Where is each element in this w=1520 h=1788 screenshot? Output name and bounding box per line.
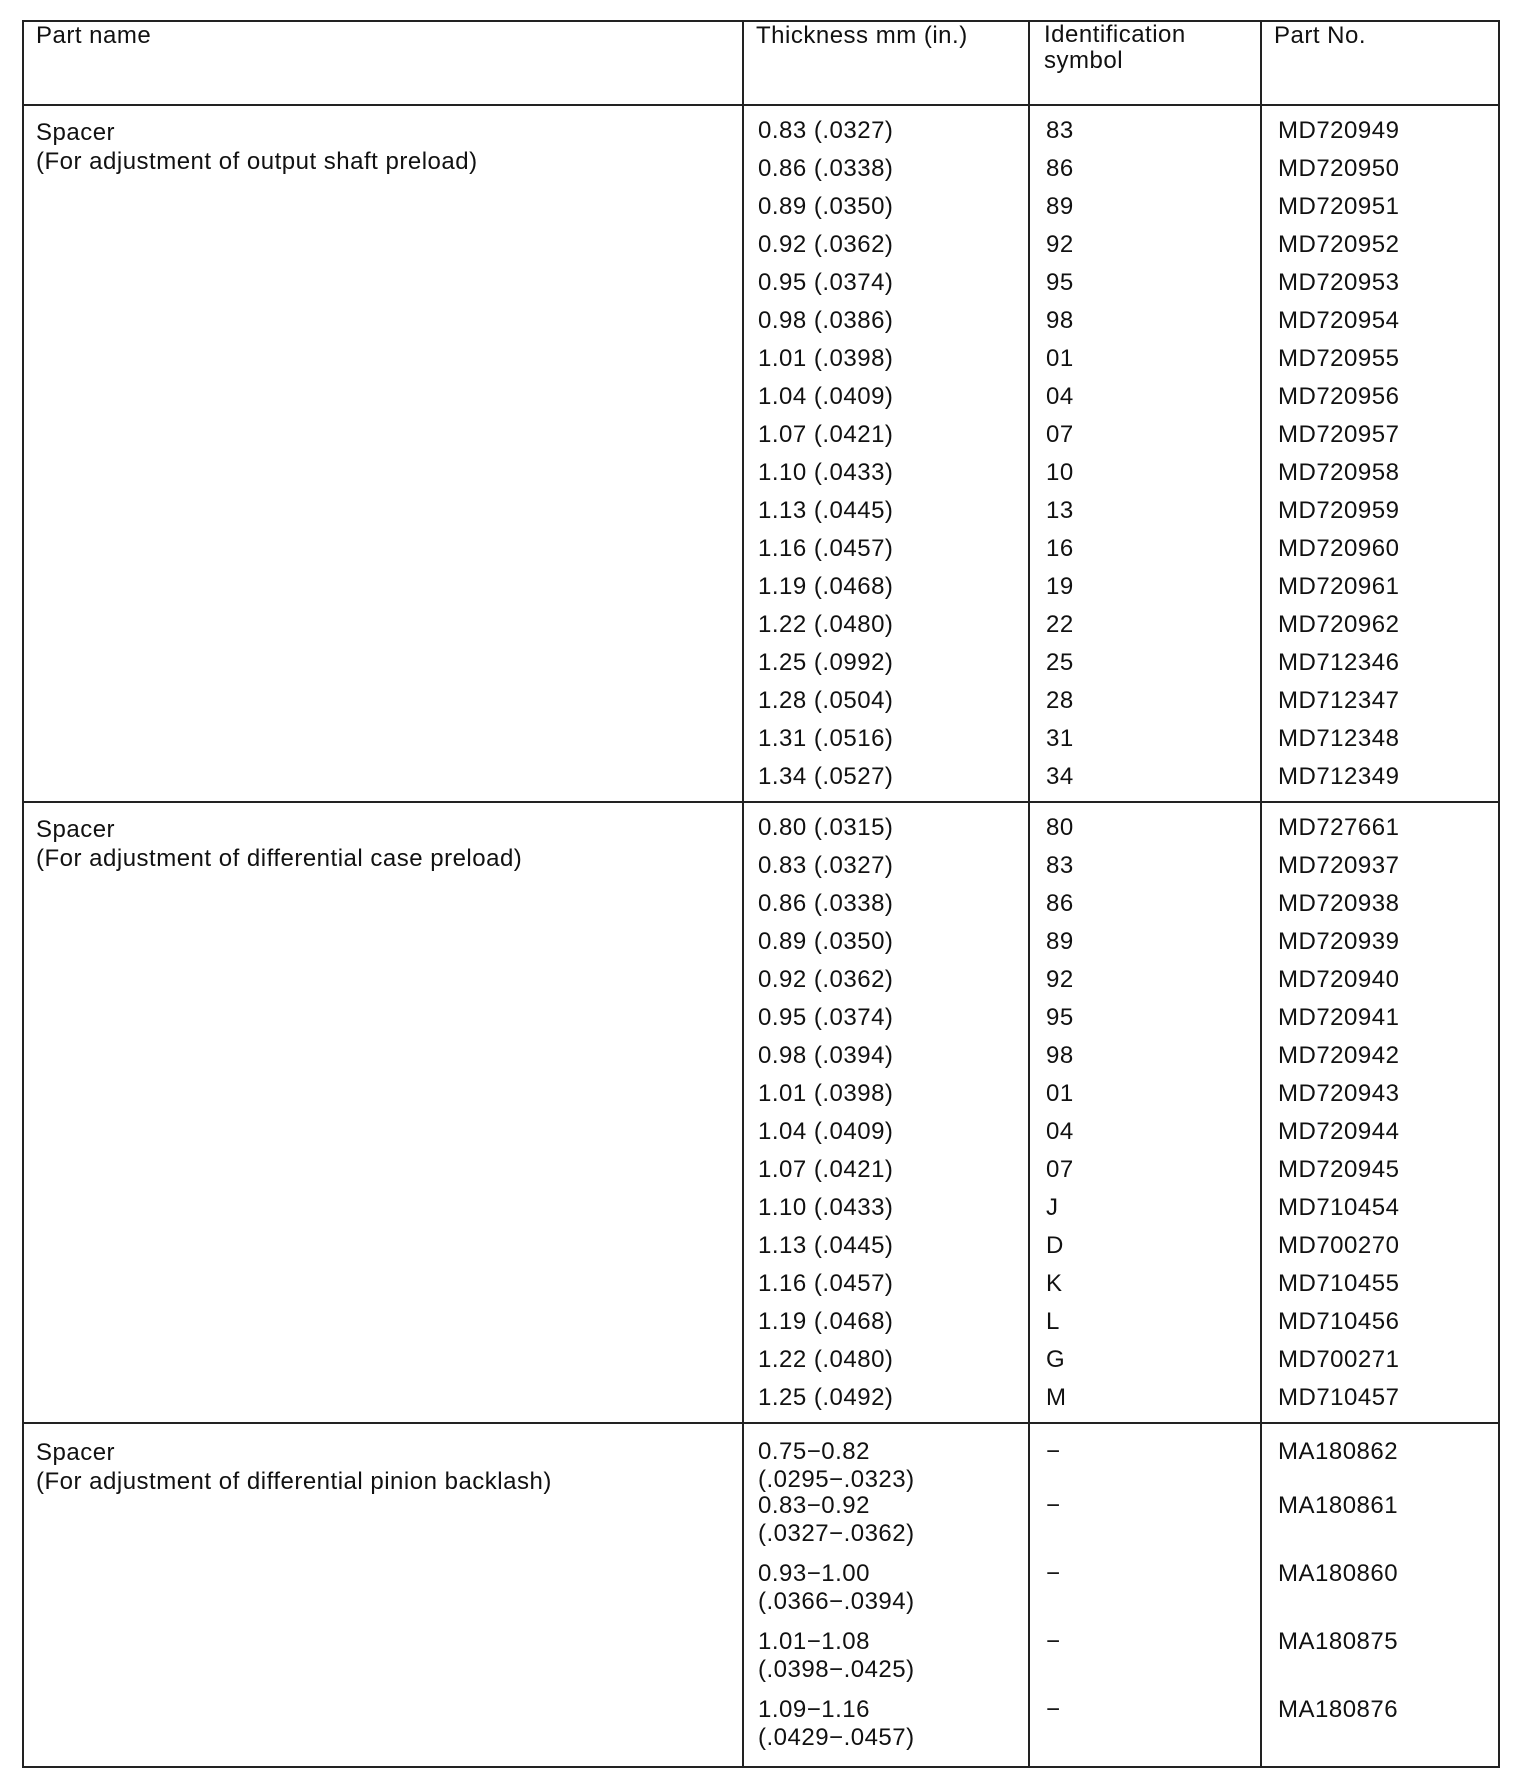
thickness-value: 1.13 (.0445)	[758, 497, 894, 524]
part-number: MD720952	[1278, 231, 1400, 258]
part-number: MD720951	[1278, 193, 1400, 220]
identification-symbol: 89	[1046, 193, 1074, 220]
part-number: MD700271	[1278, 1346, 1400, 1374]
thickness-value: 1.34 (.0527)	[758, 763, 894, 790]
thickness-value: 1.19 (.0468)	[758, 1308, 894, 1336]
part-name-purpose: (For adjustment of differential pinion backlash)	[36, 1467, 552, 1495]
identification-symbol: J	[1046, 1194, 1059, 1222]
thickness-cell	[743, 802, 1029, 1422]
part-number: MA180862	[1278, 1437, 1399, 1465]
part-number: MD720949	[1278, 117, 1400, 144]
identification-symbol: 07	[1046, 1156, 1074, 1184]
thickness-value: 0.86 (.0338)	[758, 155, 894, 182]
thickness-value: 0.89 (.0350)	[758, 928, 894, 956]
header-thickness: Thickness mm (in.)	[743, 22, 1029, 105]
thickness-value: 1.22 (.0480)	[758, 1346, 894, 1374]
thickness-value: 0.83 (.0327)	[758, 117, 894, 144]
part-no-cell	[1261, 1423, 1498, 1767]
table-header-row	[24, 22, 1498, 105]
identification-symbol: 92	[1046, 966, 1074, 994]
part-no-cell	[1261, 105, 1498, 802]
thickness-value: 1.01 (.0398)	[758, 345, 894, 372]
part-number: MD720938	[1278, 890, 1400, 918]
part-number: MD710455	[1278, 1270, 1400, 1298]
thickness-value: 1.16 (.0457)	[758, 1270, 894, 1298]
symbol-cell	[1029, 105, 1261, 802]
thickness-value: 0.89 (.0350)	[758, 193, 894, 220]
header-part-name: Part name	[24, 22, 743, 105]
part-number: MD720960	[1278, 535, 1400, 562]
identification-symbol: 34	[1046, 763, 1074, 790]
identification-symbol: 89	[1046, 928, 1074, 956]
part-name-cell	[24, 802, 743, 1422]
identification-symbol: D	[1046, 1232, 1064, 1260]
part-number: MA180876	[1278, 1695, 1399, 1723]
thickness-range-mm: 0.75−0.82	[758, 1437, 870, 1465]
part-number: MD720944	[1278, 1118, 1400, 1146]
thickness-range-in: (.0366−.0394)	[758, 1587, 915, 1615]
identification-symbol: 04	[1046, 1118, 1074, 1146]
thickness-value: 1.22 (.0480)	[758, 611, 894, 638]
part-number: MD727661	[1278, 814, 1400, 842]
identification-symbol: −	[1046, 1437, 1061, 1465]
part-number: MD720937	[1278, 852, 1400, 880]
part-number: MD720943	[1278, 1080, 1400, 1108]
part-number: MD712347	[1278, 687, 1400, 714]
identification-symbol: 25	[1046, 649, 1074, 676]
thickness-value: 0.98 (.0386)	[758, 307, 894, 334]
identification-symbol: −	[1046, 1559, 1061, 1587]
identification-symbol: 80	[1046, 814, 1074, 842]
identification-symbol: K	[1046, 1270, 1063, 1298]
thickness-value: 0.92 (.0362)	[758, 231, 894, 258]
part-number: MA180875	[1278, 1627, 1399, 1655]
part-number: MD712348	[1278, 725, 1400, 752]
part-number: MD720958	[1278, 459, 1400, 486]
identification-symbol: 31	[1046, 725, 1074, 752]
symbol-cell	[1029, 802, 1261, 1422]
identification-symbol: 95	[1046, 1004, 1074, 1032]
part-number: MD720940	[1278, 966, 1400, 994]
identification-symbol: 98	[1046, 307, 1074, 334]
thickness-value: 1.10 (.0433)	[758, 1194, 894, 1222]
table-row-group-differential-case	[24, 802, 1498, 1422]
identification-symbol: 01	[1046, 345, 1074, 372]
identification-symbol: 95	[1046, 269, 1074, 296]
identification-symbol: L	[1046, 1308, 1060, 1336]
thickness-range-in: (.0429−.0457)	[758, 1723, 915, 1751]
part-name-cell	[24, 1423, 743, 1767]
thickness-range-mm: 1.01−1.08	[758, 1627, 870, 1655]
spacer-table-document	[22, 20, 1500, 1768]
part-name-purpose: (For adjustment of output shaft preload)	[36, 148, 478, 175]
thickness-value: 0.80 (.0315)	[758, 814, 894, 842]
identification-symbol: G	[1046, 1346, 1066, 1374]
part-name-cell	[24, 105, 743, 802]
part-number: MD720954	[1278, 307, 1400, 334]
part-number: MD720941	[1278, 1004, 1400, 1032]
thickness-range-mm: 0.83−0.92	[758, 1491, 870, 1519]
identification-symbol: 92	[1046, 231, 1074, 258]
thickness-value: 1.31 (.0516)	[758, 725, 894, 752]
part-number: MD720942	[1278, 1042, 1400, 1070]
part-number: MD700270	[1278, 1232, 1400, 1260]
table-row-group-pinion-backlash	[24, 1423, 1498, 1767]
thickness-range-in: (.0398−.0425)	[758, 1655, 915, 1683]
identification-symbol: 83	[1046, 852, 1074, 880]
thickness-value: 0.86 (.0338)	[758, 890, 894, 918]
identification-symbol: 98	[1046, 1042, 1074, 1070]
thickness-cell	[743, 105, 1029, 802]
thickness-value: 0.92 (.0362)	[758, 966, 894, 994]
thickness-value: 1.10 (.0433)	[758, 459, 894, 486]
thickness-value: 1.28 (.0504)	[758, 687, 894, 714]
identification-symbol: 10	[1046, 459, 1074, 486]
thickness-range-mm: 0.93−1.00	[758, 1559, 870, 1587]
part-number: MD720957	[1278, 421, 1400, 448]
thickness-value: 1.07 (.0421)	[758, 1156, 894, 1184]
identification-symbol: 28	[1046, 687, 1074, 714]
thickness-value: 1.07 (.0421)	[758, 421, 894, 448]
part-number: MD720945	[1278, 1156, 1400, 1184]
identification-symbol: 83	[1046, 117, 1074, 144]
thickness-cell	[743, 1423, 1029, 1767]
identification-symbol: 22	[1046, 611, 1074, 638]
header-identification-symbol: Identification symbol	[1029, 22, 1261, 105]
part-number: MD720953	[1278, 269, 1400, 296]
part-number: MD712346	[1278, 649, 1400, 676]
part-number: MD710454	[1278, 1194, 1400, 1222]
identification-symbol: 04	[1046, 383, 1074, 410]
thickness-value: 1.04 (.0409)	[758, 383, 894, 410]
part-number: MD710456	[1278, 1308, 1400, 1336]
thickness-value: 1.19 (.0468)	[758, 573, 894, 600]
thickness-range-mm: 1.09−1.16	[758, 1695, 870, 1723]
part-number: MD720939	[1278, 928, 1400, 956]
part-number: MD720956	[1278, 383, 1400, 410]
part-number: MD710457	[1278, 1384, 1400, 1412]
part-name-title: Spacer	[36, 119, 116, 146]
thickness-value: 1.04 (.0409)	[758, 1118, 894, 1146]
part-no-cell	[1261, 802, 1498, 1422]
identification-symbol: M	[1046, 1384, 1067, 1412]
header-part-no: Part No.	[1261, 22, 1498, 105]
thickness-range-in: (.0295−.0323)	[758, 1465, 915, 1493]
identification-symbol: 01	[1046, 1080, 1074, 1108]
identification-symbol: 16	[1046, 535, 1074, 562]
identification-symbol: 07	[1046, 421, 1074, 448]
table-row-group-output-shaft	[24, 105, 1498, 802]
thickness-value: 1.25 (.0992)	[758, 649, 894, 676]
thickness-value: 1.01 (.0398)	[758, 1080, 894, 1108]
part-name-purpose: (For adjustment of differential case preload)	[36, 845, 523, 873]
identification-symbol: 19	[1046, 573, 1074, 600]
symbol-cell	[1029, 1423, 1261, 1767]
part-number: MA180860	[1278, 1559, 1399, 1587]
thickness-value: 1.13 (.0445)	[758, 1232, 894, 1260]
thickness-value: 0.83 (.0327)	[758, 852, 894, 880]
thickness-range-in: (.0327−.0362)	[758, 1519, 915, 1547]
part-number: MD720961	[1278, 573, 1400, 600]
part-number: MA180861	[1278, 1491, 1399, 1519]
thickness-value: 0.95 (.0374)	[758, 269, 894, 296]
part-number: MD720955	[1278, 345, 1400, 372]
thickness-value: 1.25 (.0492)	[758, 1384, 894, 1412]
part-number: MD720959	[1278, 497, 1400, 524]
identification-symbol: 86	[1046, 890, 1074, 918]
identification-symbol: 13	[1046, 497, 1074, 524]
identification-symbol: −	[1046, 1627, 1061, 1655]
identification-symbol: −	[1046, 1695, 1061, 1723]
identification-symbol: 86	[1046, 155, 1074, 182]
thickness-value: 0.95 (.0374)	[758, 1004, 894, 1032]
identification-symbol: −	[1046, 1491, 1061, 1519]
part-number: MD720950	[1278, 155, 1400, 182]
part-name-title: Spacer	[36, 816, 116, 844]
part-name-title: Spacer	[36, 1438, 116, 1466]
thickness-value: 1.16 (.0457)	[758, 535, 894, 562]
part-number: MD712349	[1278, 763, 1400, 790]
spacer-parts-table	[24, 22, 1498, 1766]
thickness-value: 0.98 (.0394)	[758, 1042, 894, 1070]
part-number: MD720962	[1278, 611, 1400, 638]
